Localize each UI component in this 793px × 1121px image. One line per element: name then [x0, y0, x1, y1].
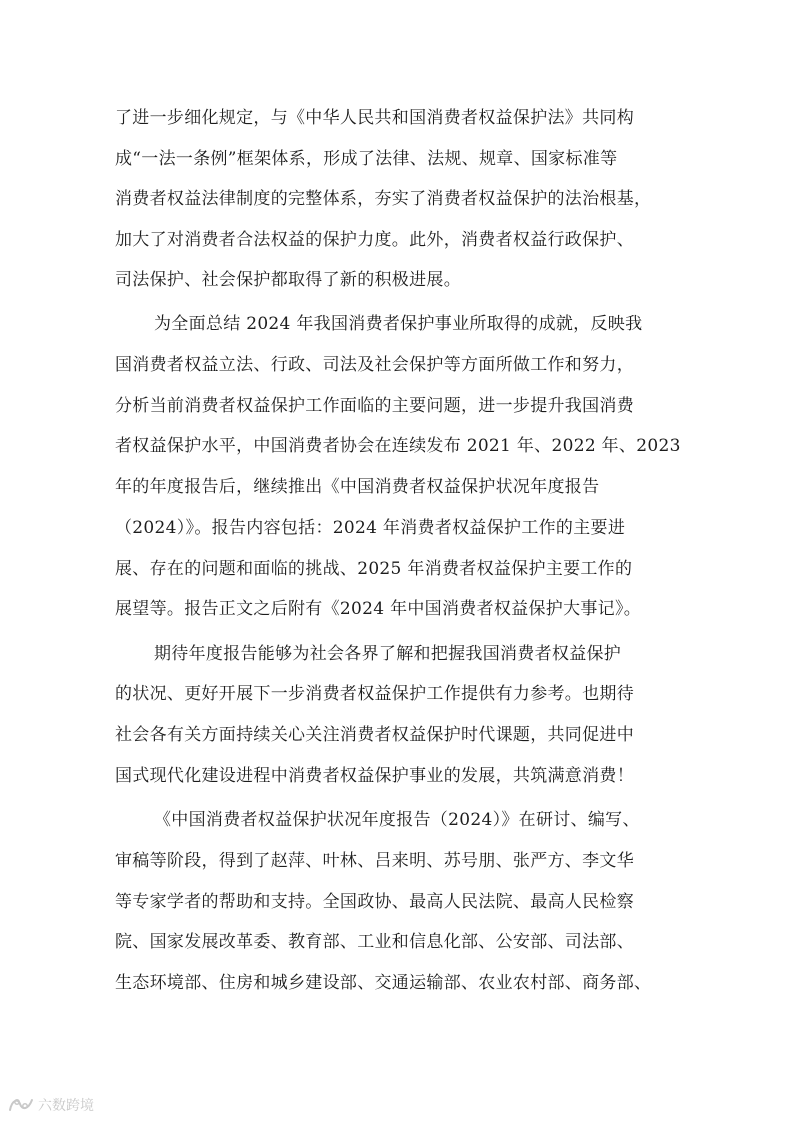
text-line: 社会各有关方面持续关心关注消费者权益保护时代课题，共同促进中: [115, 725, 634, 745]
text-line: 展、存在的问题和面临的挑战、2025 年消费者权益保护主要工作的: [115, 559, 633, 579]
text-line: 了进一步细化规定，与《中华人民共和国消费者权益保护法》共同构: [115, 108, 634, 128]
text-line: 院、国家发展改革委、教育部、工业和信息化部、公安部、司法部、: [115, 932, 634, 952]
text-line: 国式现代化建设进程中消费者权益保护事业的发展，共筑满意消费！: [115, 766, 634, 786]
watermark-text: 六数跨境: [38, 1098, 94, 1114]
paragraph-first-line: 期待年度报告能够为社会各界了解和把握我国消费者权益保护: [154, 644, 622, 664]
text-line: 成“一法一条例”框架体系，形成了法律、法规、规章、国家标准等: [115, 149, 618, 169]
text-line: 国消费者权益立法、行政、司法及社会保护等方面所做工作和努力，: [115, 355, 634, 375]
text-line: （2024）》。报告内容包括：2024 年消费者权益保护工作的主要进: [115, 518, 626, 538]
text-line: 司法保护、社会保护都取得了新的积极进展。: [115, 270, 461, 290]
text-line: 的状况、更好开展下一步消费者权益保护工作提供有力参考。也期待: [115, 684, 634, 704]
watermark: [8, 1095, 94, 1115]
brand-logo-icon: [8, 1096, 34, 1114]
text-line: 生态环境部、住房和城乡建设部、交通运输部、农业农村部、商务部、: [115, 973, 652, 993]
text-line: 者权益保护水平，中国消费者协会在连续发布 2021 年、2022 年、2023: [115, 436, 681, 456]
text-line: 加大了对消费者合法权益的保护力度。此外，消费者权益行政保护、: [115, 230, 634, 250]
text-line: 展望等。报告正文之后附有《2024 年中国消费者权益保护大事记》。: [115, 599, 642, 619]
text-line: 等专家学者的帮助和支持。全国政协、最高人民法院、最高人民检察: [115, 892, 634, 912]
text-line: 审稿等阶段，得到了赵萍、叶林、吕来明、苏号朋、张严方、李文华: [115, 851, 634, 871]
text-line: 消费者权益法律制度的完整体系，夯实了消费者权益保护的法治根基，: [115, 189, 652, 209]
text-line: 年的年度报告后，继续推出《中国消费者权益保护状况年度报告: [115, 477, 600, 497]
paragraph-first-line: 《中国消费者权益保护状况年度报告（2024）》在研讨、编写、: [154, 810, 640, 830]
text-line: 分析当前消费者权益保护工作面临的主要问题，进一步提升我国消费: [115, 396, 634, 416]
paragraph-first-line: 为全面总结 2024 年我国消费者保护事业所取得的成就，反映我: [154, 314, 643, 334]
